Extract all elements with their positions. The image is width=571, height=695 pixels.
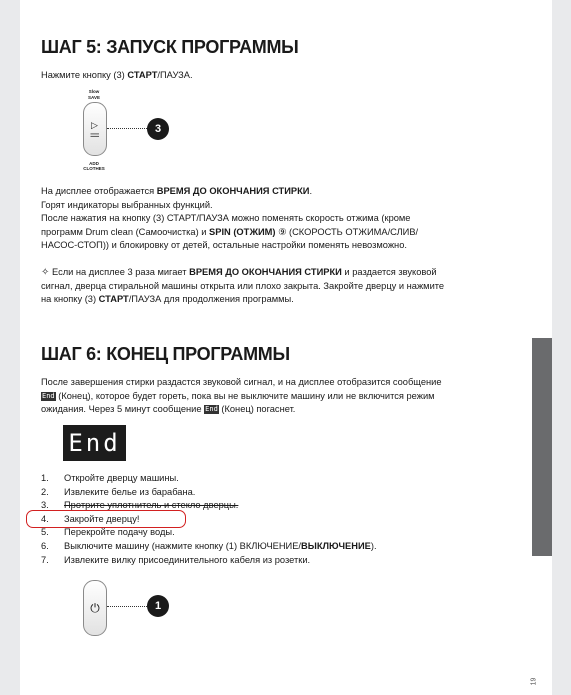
play-pause-icon: ▷ || — [90, 120, 101, 138]
step5-intro: Нажмите кнопку (3) СТАРТ/ПАУЗА. — [41, 70, 193, 80]
highlight-circle — [26, 510, 186, 528]
button-top-label: SAVE — [88, 95, 100, 100]
step6-p1-line3: ожидания. Через 5 минут сообщение End (Конец) погаснет. — [41, 404, 296, 414]
list-item: 7. Извлеките вилку присоединительного кабеля из розетки. — [41, 554, 311, 565]
power-button[interactable] — [83, 580, 107, 636]
list-item: 6. Выключите машину (нажмите кнопку (1) ВКЛЮЧЕНИЕ/ВЫКЛЮЧЕНИЕ). — [41, 540, 377, 551]
list-item: 4. Закройте дверцу! — [41, 513, 140, 524]
step5-title: ШАГ 5: ЗАПУСК ПРОГРАММЫ — [41, 37, 299, 57]
button-bottom-label: ADD CLOTHES — [83, 161, 105, 171]
page-number: 19 — [530, 677, 538, 686]
callout-1: 1 — [147, 595, 169, 617]
lamp-icon: ✧ — [41, 267, 50, 278]
end-display: End — [63, 425, 126, 461]
list-item: 1. Откройте дверцу машины. — [41, 473, 179, 483]
end-inline-display: End — [42, 392, 55, 401]
step6-p1-line2: End (Конец), которое будет гореть, пока вы не выключите машину или не включится режим — [42, 391, 435, 401]
start-pause-button[interactable] — [83, 102, 107, 156]
note-line2: сигнал, дверца стиральной машины открыта или плохо закрыта. Закройте дверцу и нажмите — [41, 281, 445, 291]
end-inline-display-2: End — [205, 405, 218, 414]
step5-p2: Горят индикаторы выбранных функций. — [41, 200, 213, 210]
list-item: 3. Протрите уплотнитель и стекло дверцы. — [41, 500, 239, 511]
step6-title: ШАГ 6: КОНЕЦ ПРОГРАММЫ — [41, 344, 290, 364]
side-tab — [532, 338, 552, 556]
list-item: 2. Извлеките белье из барабана. — [41, 486, 196, 497]
list-item: 5. Перекройте подачу воды. — [41, 527, 175, 538]
step5-p1: На дисплее отображается ВРЕМЯ ДО ОКОНЧАНИЯ СТИРКИ. — [41, 186, 313, 196]
step5-p3-line2: программ Drum clean (Самоочистка) и SPIN (ОТЖИМ) ⑨ (СКОРОСТЬ ОТЖИМА/СЛИВ/ — [41, 227, 419, 237]
note-line1: ✧ Если на дисплее 3 раза мигает ВРЕМЯ ДО ОКОНЧАНИЯ СТИРКИ и раздается звуковой — [41, 267, 437, 278]
power-icon: ⏻ — [90, 600, 100, 615]
callout-line-2 — [107, 606, 147, 607]
button-top-small: Slow — [88, 89, 100, 94]
step6-p1-line1: После завершения стирки раздастся звуковой сигнал, и на дисплее отобразится сообщение — [41, 377, 442, 387]
note-line3: на кнопку (3) СТАРТ/ПАУЗА для продолжения программы. — [41, 294, 294, 304]
callout-line — [107, 128, 147, 129]
callout-3: 3 — [147, 118, 169, 140]
step5-p3-line1: После нажатия на кнопку (3) СТАРТ/ПАУЗА можно поменять скорость отжима (кроме — [41, 213, 411, 223]
step5-p3-line3: НАСОС-СТОП)) и блокировку от детей, остальные настройки поменять невозможно. — [41, 240, 407, 250]
